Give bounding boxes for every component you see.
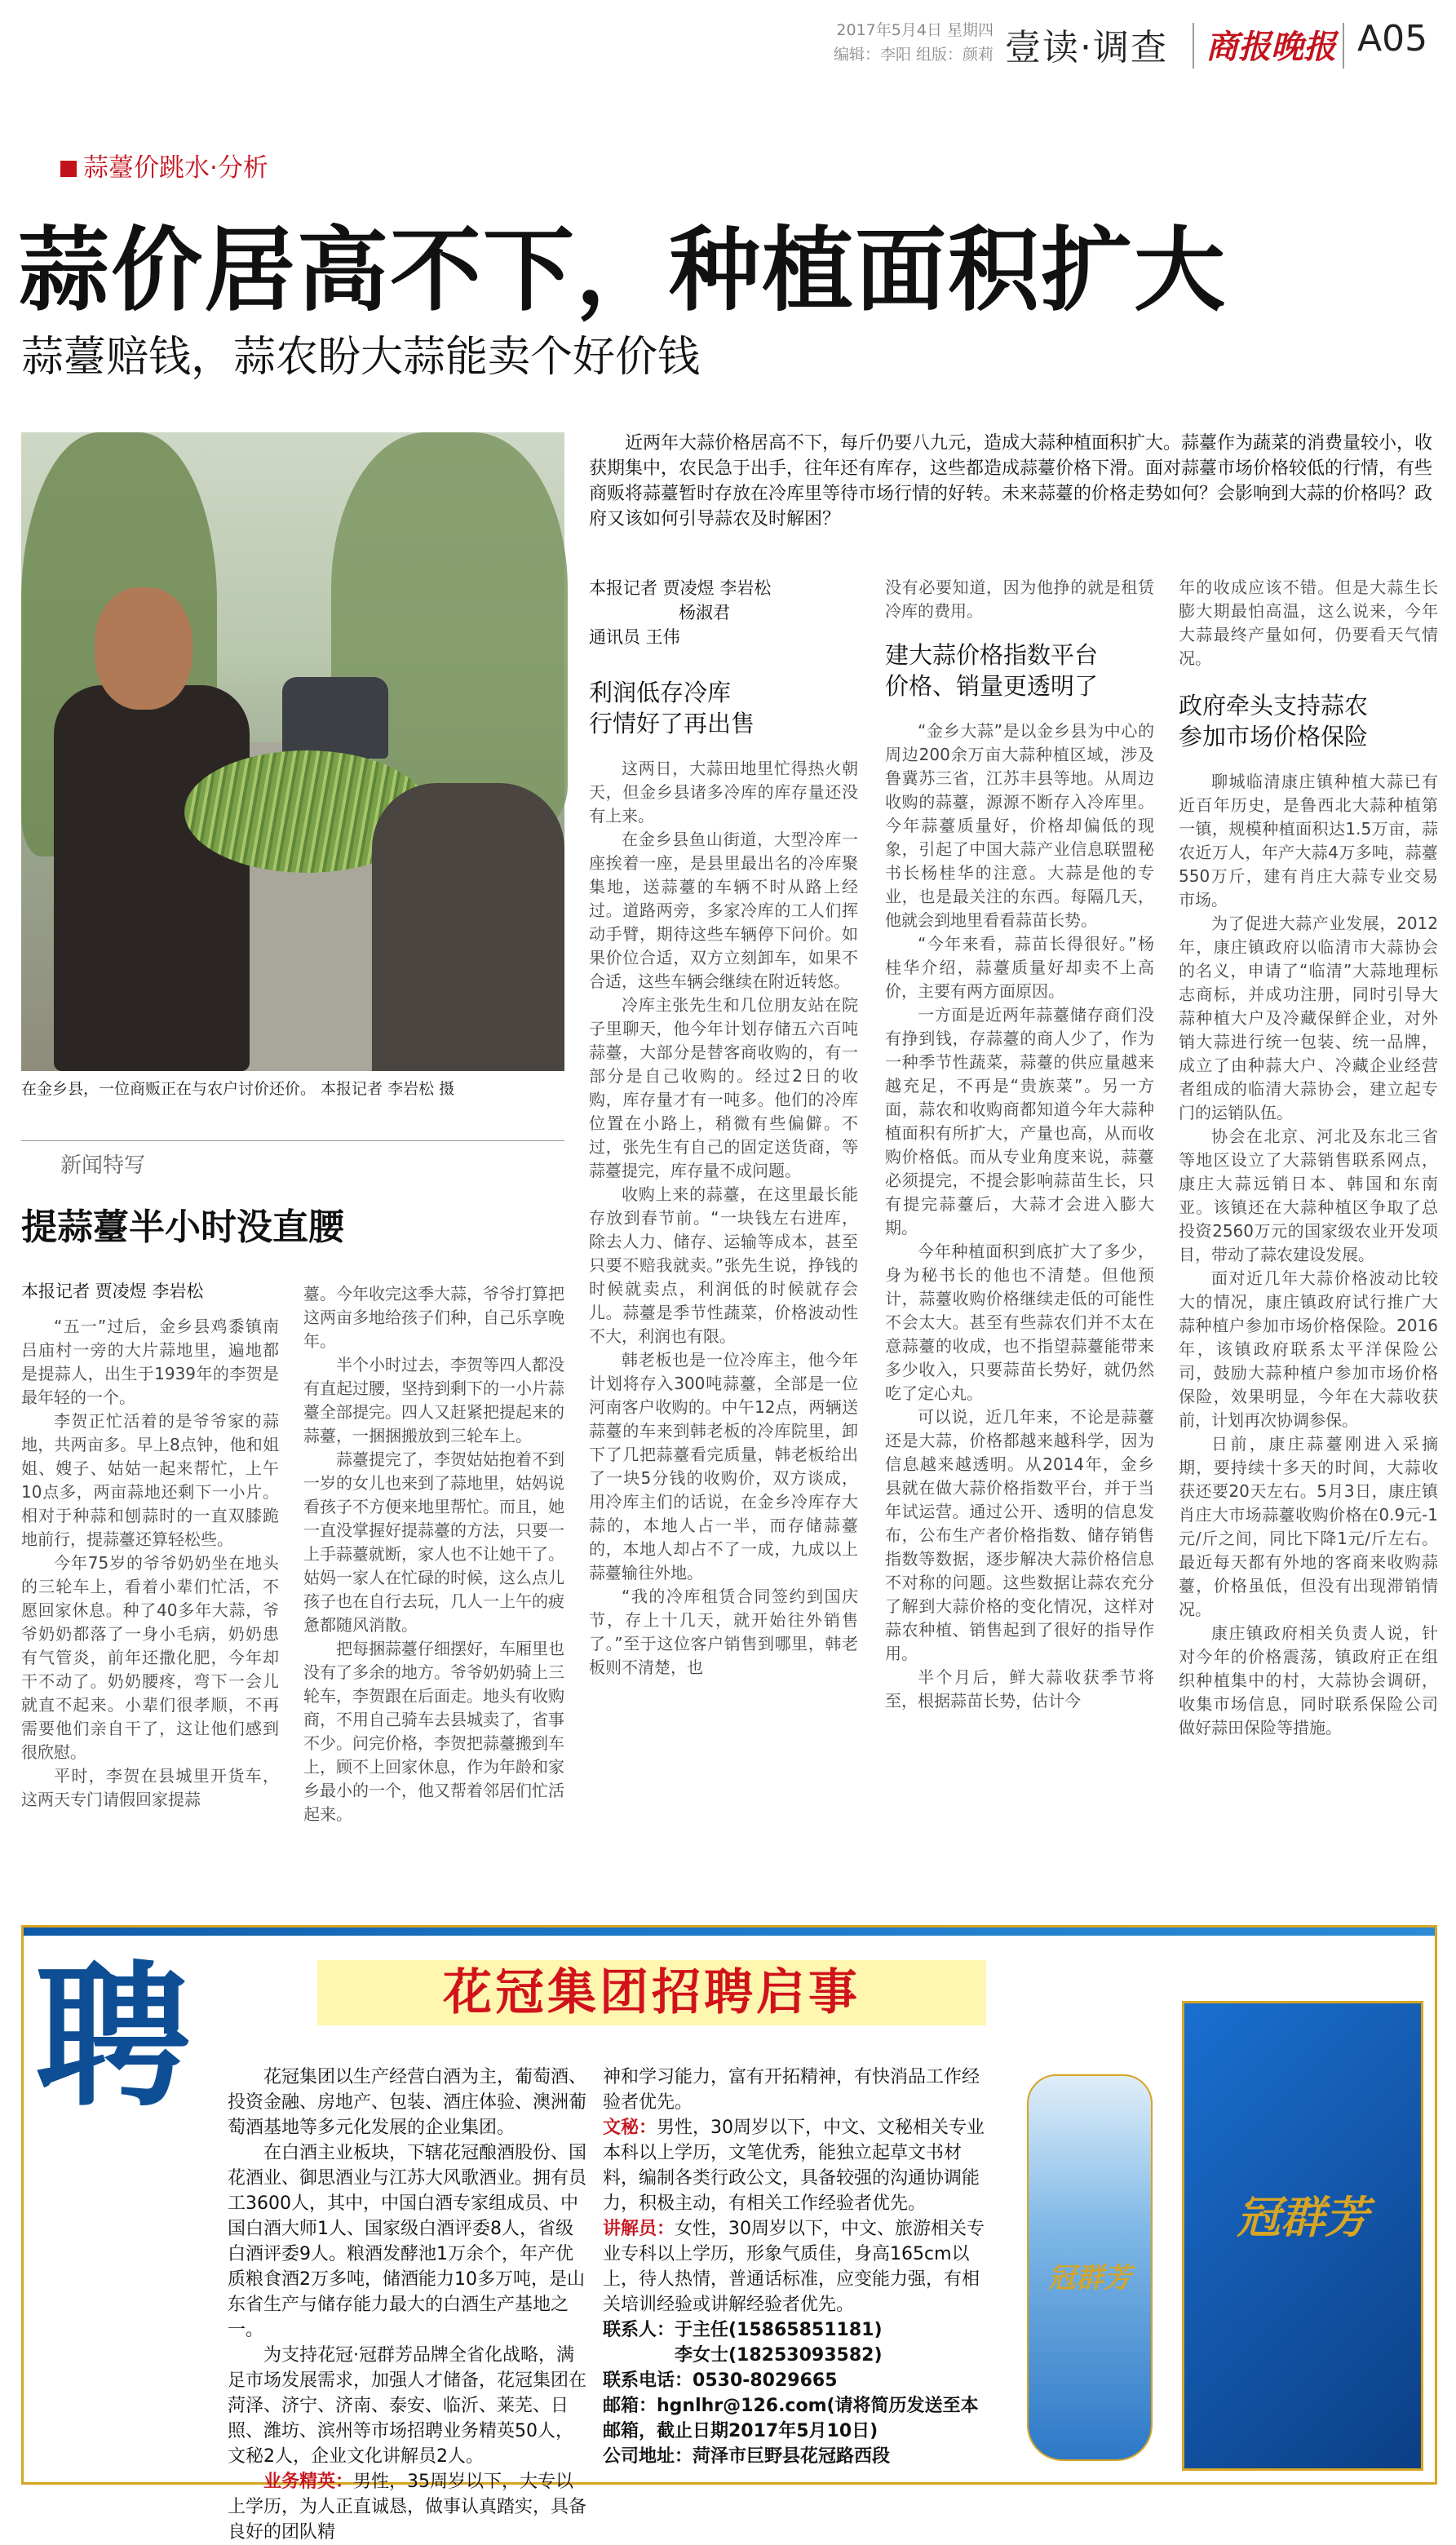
ad-paragraph: 为支持花冠·冠群芳品牌全省化战略，满足市场发展需求，加强人才储备，花冠集团在菏泽、济宁、济南、泰安、临沂、莱芜、日照、潍坊、滨州等市场招聘业务精英50人，文秘2人，企业文化讲解员2人。 xyxy=(228,2345,587,2467)
newspaper-logo: 商报晚报 xyxy=(1206,28,1336,66)
ad-paragraph xyxy=(228,2469,586,2545)
ad-title: 花冠集团招聘启事 xyxy=(317,1960,986,2025)
ad-paragraph-continued: 神和学习能力，富有开拓精神，有快消品工作经验者优先。 xyxy=(603,2067,980,2113)
wine-bottle-image xyxy=(1027,2074,1153,2461)
ad-paragraph xyxy=(603,2115,986,2216)
gift-box-label: 冠群芳 xyxy=(1237,2191,1369,2243)
ad-email-address: hgnlhr@126.com(请将简历发送至本邮箱，截止日期2017年5月10日) xyxy=(603,2396,979,2441)
body-paragraph-continued: 薹。今年收完这季大蒜，爷爷打算把这两亩多地给孩子们种，自己乐享晚年。 xyxy=(303,1284,564,1351)
ad-top-band xyxy=(24,1928,1435,1936)
body-paragraph: 李贺正忙活着的是爷爷家的蒜地，共两亩多。早上8点钟，他和姐姐、嫂子、姑姑一起来帮忙，上午10点多，两亩蒜地还剩下一小片。相对于种蒜和刨蒜时的一直双膝跪地前行，提蒜薹还算轻松些。 xyxy=(21,1411,279,1549)
sidebar-headline: 提蒜薹半小时没直腰 xyxy=(21,1206,344,1248)
bottle-label: 冠群芳 xyxy=(1048,2262,1131,2295)
ad-secretary-label: 文秘： xyxy=(603,2118,657,2138)
body-paragraph: 协会在北京、河北及东北三省等地区设立了大蒜销售联系网点，康庄大蒜远销日本、韩国和东南亚。该镇还在大蒜种植区争取了总投资2560万元的国家级农业开发项目，带动了蒜农建设发展。 xyxy=(1179,1126,1438,1264)
body-paragraph: 面对近几年大蒜价格波动比较大的情况，康庄镇政府试行推广大蒜种植户参加市场价格保险。2016年，该镇政府联系太平洋保险公司，鼓励大蒜种植户参加市场价格保险，效果明显，今年在大蒜收获前，计划再次协调参保。 xyxy=(1179,1268,1438,1430)
ad-address xyxy=(603,2444,986,2469)
merchant-figure xyxy=(372,783,564,1071)
ad-phone-number: 0530-8029665 xyxy=(693,2370,838,2391)
ad-right-column xyxy=(603,2065,986,2469)
body-paragraph: 今年种植面积到底扩大了多少，身为秘书长的他也不清楚。但他预计，蒜薹收购价格继续走低的可能性不会太大。甚至有些蒜农们并不太在意蒜薹的收成，也不指望蒜薹能带来多少收入，只要蒜苗长势好，就仍然吃了定心丸。 xyxy=(885,1242,1154,1403)
body-paragraph: 聊城临清康庄镇种植大蒜已有近百年历史，是鲁西北大蒜种植第一镇，规模种植面积达1.5万亩，蒜农近万人，年产大蒜4万多吨，蒜薹550万斤，建有肖庄大蒜专业交易市场。 xyxy=(1179,772,1438,910)
farmer-figure xyxy=(54,685,250,1071)
body-paragraph-continued: 没有必要知道，因为他挣的就是租赁冷库的费用。 xyxy=(885,578,1154,621)
section-heading: 建大蒜价格指数平台 价格、销量更透明了 xyxy=(885,641,1099,700)
car-shape xyxy=(282,677,388,759)
ad-contact-2: 李女士(18253093582) xyxy=(675,2345,883,2366)
ad-pin-character: 聘 xyxy=(35,1947,191,2127)
body-paragraph: 韩老板也是一位冷库主，他今年计划将存入300吨蒜薹，全部是一位河南客户收购的。中午12点，两辆送蒜薹的车来到韩老板的冷库院里，卸下了几把蒜薹看完质量，韩老板给出了一块5分钱的收购价，双方谈成，用冷库主们的话说，在金乡冷库存大蒜的，本地人占一半，而存储蒜薹的，本地人却占不了一成，九成以上蒜薹输往外地。 xyxy=(589,1350,858,1582)
ad-phone-label: 联系电话： xyxy=(603,2370,693,2391)
sidebar-top-rule xyxy=(21,1140,564,1141)
sidebar-byline: 本报记者 贾凌煜 李岩松 xyxy=(21,1281,204,1301)
body-paragraph: 日前，康庄蒜薹刚进入采摘期，要持续十多天的时间，大蒜收获还要20天左右。5月3日，康庄镇肖庄大市场蒜薹收购价格在0.9元-1元/斤之间，同比下降1元/斤左右。最近每天都有外地的客商来收购蒜薹，价格虽低，但没有出现滞销情况。 xyxy=(1179,1434,1438,1619)
body-paragraph: “我的冷库租赁合同签约到国庆节，存上十几天，就开始往外销售了。”至于这位客户销售到哪里，韩老板则不清楚，也 xyxy=(589,1587,858,1677)
body-paragraph: 冷库主张先生和几位朋友站在院子里聊天，他今年计划存储五六百吨蒜薹，大部分是替客商收购的，有一部分是自己收购的。经过2日的收购，库存量才有一吨多。他们的冷库位置在小路上，稍微有些偏僻。不过，张先生有自己的固定送货商，等蒜薹提完，库存量不成问题。 xyxy=(589,995,858,1180)
body-paragraph: 一方面是近两年蒜薹储存商们没有挣到钱，存蒜薹的商人少了，作为一种季节性蔬菜，蒜薹的供应量越来越充足，不再是“贵族菜”。另一方面，蒜农和收购商都知道今年大蒜种植面积有所扩大，产量也高，从而收购价格低。而从专业角度来说，蒜薹必须提完，不提会影响蒜苗生长，只有提完蒜薹后，大蒜才会进入膨大期。 xyxy=(885,1005,1154,1237)
ad-contact-1: 于主任(15865851181) xyxy=(675,2320,883,2340)
page-number: A05 xyxy=(1357,18,1428,60)
subheadline: 蒜薹赔钱，蒜农盼大蒜能卖个好价钱 xyxy=(21,333,701,382)
ad-req-text: 男性，35周岁以下，大专以上学历，为人正直诚恳，做事认真踏实，具备良好的团队精 xyxy=(228,2472,587,2543)
byline-correspondent: 通讯员 王伟 xyxy=(589,627,680,647)
body-paragraph: 在金乡县鱼山街道，大型冷库一座挨着一座，是县里最出名的冷库聚集地，送蒜薹的车辆不时从路上经过。道路两旁，多家冷库的工人们挥动手臂，期待这些车辆停下问价。如果价位合适，双方立刻卸车，如果不合适，这些车辆会继续在附近转悠。 xyxy=(589,830,858,991)
news-photo xyxy=(21,432,564,1071)
body-paragraph: 为了促进大蒜产业发展，2012年，康庄镇政府以临清市大蒜协会的名义，申请了“临清”大蒜地理标志商标，并成功注册，同时引导大蒜种植大户及冷藏保鲜企业，对外销大蒜进行统一包装、统一品牌，成立了由种蒜大户、冷藏企业经营者组成的临清大蒜协会，建立起专门的运销队伍。 xyxy=(1179,914,1438,1122)
masthead-divider xyxy=(1193,23,1194,69)
photo-caption: 在金乡县，一位商贩正在与农户讨价还价。 本报记者 李岩松 摄 xyxy=(21,1080,455,1098)
section-heading: 利润低存冷库 行情好了再出售 xyxy=(589,679,755,737)
ad-address-label: 公司地址： xyxy=(603,2446,693,2467)
body-paragraph: 蒜薹提完了，李贺姑姑抱着不到一岁的女儿也来到了蒜地里，姑妈说看孩子不方便来地里帮忙。而且，她一直没掌握好提蒜薹的方法，只要一上手蒜薹就断，家人也不让她干了。姑妈一家人在忙碌的时候，这么点儿孩子也在自行去玩，几人一上午的疲惫都随风消散。 xyxy=(303,1450,564,1635)
body-paragraph: “今年来看，蒜苗长得很好。”杨桂华介绍，蒜薹质量好却卖不上高价，主要有两方面原因。 xyxy=(885,934,1154,1001)
body-paragraph: 收购上来的蒜薹，在这里最长能存放到春节前。“一块钱左右进库，除去人力、储存、运输等成本，甚至只要不赔我就卖。”张先生说，挣钱的时候就卖点，利润低的时候就存会儿。蒜薹是季节性蔬菜，价格波动性不大，利润也有限。 xyxy=(589,1184,858,1346)
masthead-divider xyxy=(1343,23,1344,69)
body-paragraph: 把每捆蒜薹仔细摆好，车厢里也没有了多余的地方。爷爷奶奶骑上三轮车，李贺跟在后面走。地头有收购商，不用自己骑车去县城卖了，省事不少。问完价格，李贺把蒜薹搬到车上，顾不上回家休息，作为年龄和家乡最小的一个，他又帮着邻居们忙活起来。 xyxy=(303,1639,564,1824)
ad-phone xyxy=(603,2368,986,2393)
sidebar-label: 新闻特写 xyxy=(60,1153,146,1178)
section-title: 壹读·调查 xyxy=(1005,27,1168,69)
article-column-1 xyxy=(589,576,858,1680)
wine-gift-box-image xyxy=(1182,2001,1423,2471)
body-paragraph: “金乡大蒜”是以金乡县为中心的周边200余万亩大蒜种植区域，涉及鲁冀苏三省，江苏丰县等地。从周边收购的蒜薹，源源不断存入冷库里。今年蒜薹质量好，价格却偏低的现象，引起了中国大蒜产业信息联盟秘书长杨桂华的注意。大蒜是他的专业，也是最关注的东西。每隔几天，他就会到地里看看蒜苗长势。 xyxy=(885,721,1154,930)
lead-paragraph: 近两年大蒜价格居高不下，每斤仍要八九元，造成大蒜种植面积扩大。蒜薹作为蔬菜的消费量较小，收获期集中，农民急于出手，往年还有库存，这些都造成蒜薹价格下滑。面对蒜薹市场价格较低的行情，有些商贩将蒜薹暂时存放在冷库里等待市场行情的好转。未来蒜薹的价格走势如何？会影响到大蒜的价格吗？政府又该如何引导蒜农及时解困？ xyxy=(589,433,1433,529)
ad-address-text: 菏泽市巨野县花冠路西段 xyxy=(693,2446,891,2467)
issue-date: 2017年5月4日 星期四 xyxy=(836,21,994,39)
ad-guide-label: 讲解员： xyxy=(603,2219,675,2239)
kicker xyxy=(60,147,268,184)
sidebar-column-right xyxy=(303,1282,564,1826)
ad-contact-label: 联系人： xyxy=(603,2320,675,2340)
byline-reporters: 本报记者 贾凌煜 李岩松 xyxy=(589,578,772,598)
headline: 蒜价居高不下，种植面积扩大 xyxy=(18,218,1227,324)
kicker-text: 蒜薹价跳水·分析 xyxy=(83,153,268,183)
kicker-square-icon xyxy=(60,161,77,177)
ad-left-column xyxy=(228,2065,586,2545)
body-paragraph-continued: 年的收成应该不错。但是大蒜生长膨大期最怕高温，这么说来，今年大蒜最终产量如何，仍要看天气情况。 xyxy=(1179,578,1438,668)
byline-reporters-2: 杨淑君 xyxy=(679,603,730,622)
ad-paragraph: 在白酒主业板块，下辖花冠酿酒股份、国花酒业、御思酒业与江苏大风歌酒业。拥有员工3600人，其中，中国白酒专家组成员、中国白酒大师1人、国家级白酒评委8人，省级白酒评委9人。粮酒发酵池1万余个，年产优质粮食酒2万多吨，储酒能力10多万吨，是山东省生产与储存能力最大的白酒生产基地之一。 xyxy=(228,2143,587,2340)
farmer-head xyxy=(95,587,193,710)
sidebar-column-left xyxy=(21,1315,279,1812)
body-paragraph: 平时，李贺在县城里开货车，这两天专门请假回家提蒜 xyxy=(21,1766,279,1809)
ad-paragraph xyxy=(603,2216,986,2317)
body-paragraph: 可以说，近几年来，不论是蒜薹还是大蒜，价格都越来越科学，因为信息越来越透明。从2014年，金乡县就在做大蒜价格指数平台，并于当年试运营。通过公开、透明的信息发布，公布生产者价格指数、储存销售指数等数据，逐步解决大蒜价格信息不对称的问题。这些数据让蒜农充分了解到大蒜价格的变化情况，这样对蒜农种植、销售起到了很好的指导作用。 xyxy=(885,1407,1154,1663)
ad-email xyxy=(603,2393,986,2444)
body-paragraph: 这两日，大蒜田地里忙得热火朝天，但金乡县诸多冷库的库存量还没有上来。 xyxy=(589,759,858,825)
body-paragraph: 半个月后，鲜大蒜收获季节将至，根据蒜苗长势，估计今 xyxy=(885,1667,1154,1711)
ad-secretary-text: 男性，30周岁以下，中文、文秘相关专业本科以上学历，文笔优秀，能独立起草文书材料，编制各类行政公文，具备较强的沟通协调能力，积极主动，有相关工作经验者优先。 xyxy=(603,2118,985,2214)
ad-contact xyxy=(603,2317,986,2343)
article-column-2 xyxy=(885,576,1154,1713)
body-paragraph: “五一”过后，金乡县鸡黍镇南吕庙村一旁的大片蒜地里，遍地都是提蒜人，出生于1939年的李贺是最年轻的一个。 xyxy=(21,1317,279,1407)
ad-req-label: 业务精英： xyxy=(263,2472,354,2492)
ad-paragraph: 花冠集团以生产经营白酒为主，葡萄酒、投资金融、房地产、包装、酒庄体验、澳洲葡萄酒基地等多元化发展的企业集团。 xyxy=(228,2067,587,2138)
ad-guide-text: 女性，30周岁以下，中文、旅游相关专业专科以上学历，形象气质佳，身高165cm以上，待人热情，普通话标准，应变能力强，有相关培训经验或讲解经验者优先。 xyxy=(603,2219,985,2315)
body-paragraph: 康庄镇政府相关负责人说，针对今年的价格震荡，镇政府正在组织种植集中的村，大蒜协会调研，收集市场信息，同时联系保险公司做好蒜田保险等措施。 xyxy=(1179,1623,1438,1737)
editors-credit: 编辑：李阳 组版：颜莉 xyxy=(833,46,994,64)
article-column-3 xyxy=(1179,576,1438,1740)
body-paragraph: 半个小时过去，李贺等四人都没有直起过腰，坚持到剩下的一小片蒜薹全部提完。四人又赶紧把提起来的蒜薹，一捆捆搬放到三轮车上。 xyxy=(303,1355,564,1445)
section-heading: 政府牵头支持蒜农 参加市场价格保险 xyxy=(1179,692,1369,750)
body-paragraph: 今年75岁的爷爷奶奶坐在地头的三轮车上，看着小辈们忙活，不愿回家休息。种了40多年大蒜，爷爷奶奶都落了一身小毛病，奶奶患有气管炎，前年还撒化肥，今年却干不动了。奶奶腰疼，弯下一会儿就直不起来。小辈们很孝顺，不再需要他们亲自干了，这让他们感到很欣慰。 xyxy=(21,1553,279,1762)
recruitment-ad xyxy=(21,1925,1437,2543)
ad-email-label: 邮箱： xyxy=(603,2396,657,2416)
